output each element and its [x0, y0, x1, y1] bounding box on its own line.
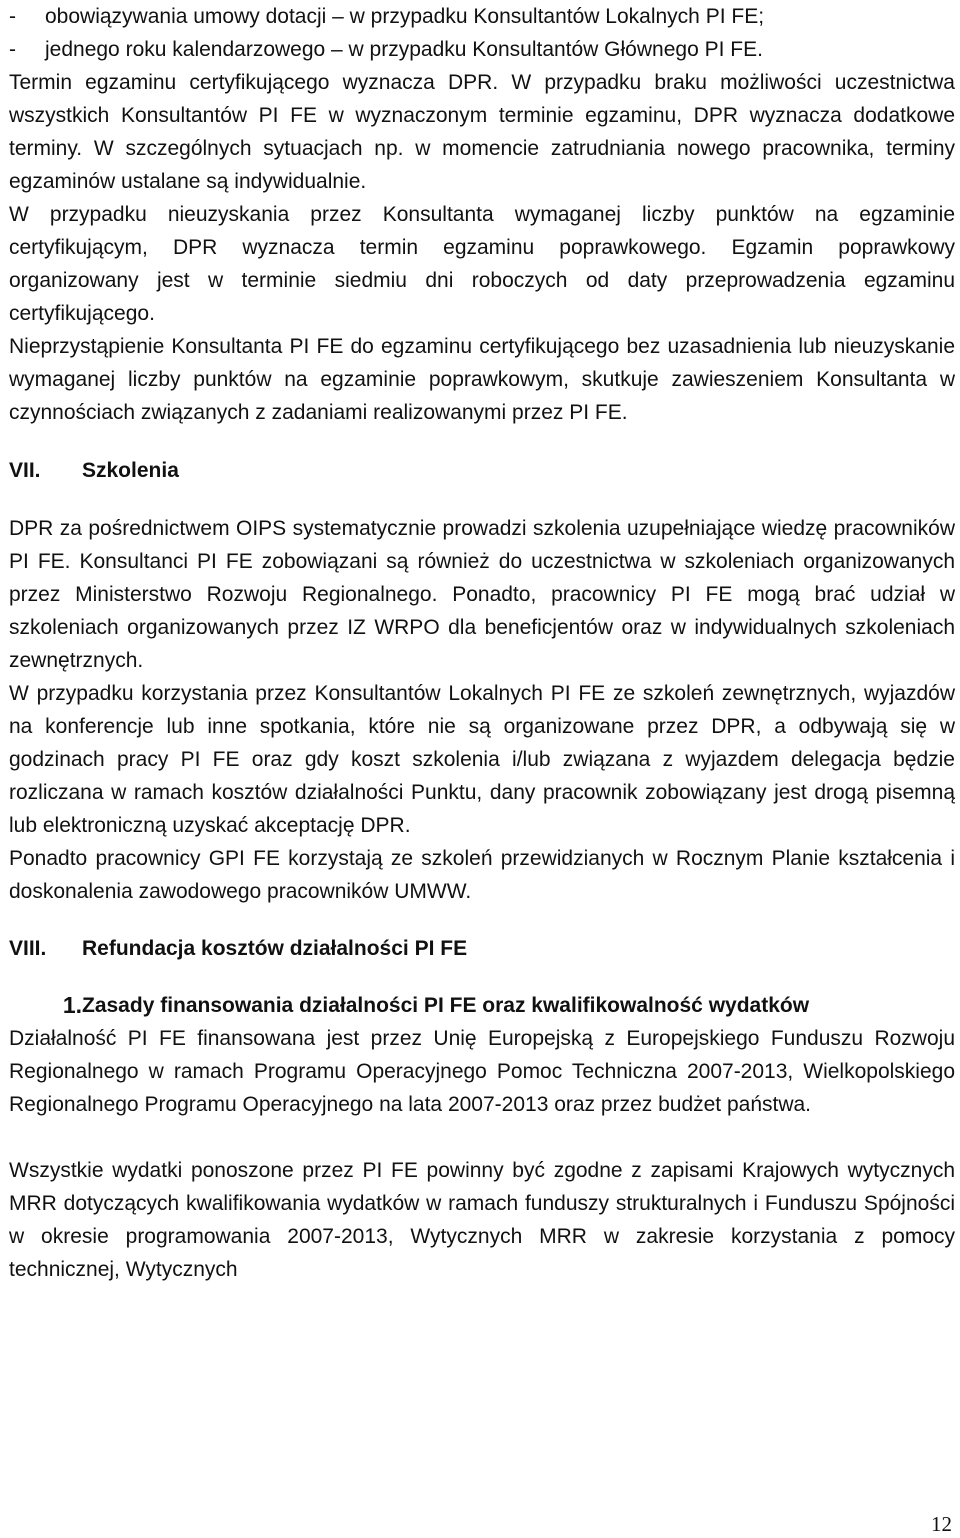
- list-item: [9, 0, 955, 33]
- paragraph-retake-exam: W przypadku nieuzyskania przez Konsultanta wymaganej liczby punktów na egzaminie certyfikującym, DPR wyznacza termin egzaminu poprawkowego. Egzamin poprawkowy organizowany jest w terminie siedmiu dni roboczych od daty przeprowadzenia egzaminu certyfikującego.: [9, 203, 955, 325]
- paragraph-gpi-trainings: Ponadto pracownicy GPI FE korzystają ze szkoleń przewidzianych w Rocznym Planie kształcenia i doskonalenia zawodowego pracowników UMWW.: [9, 847, 955, 903]
- list-item: [9, 33, 955, 66]
- paragraph-financing: Działalność PI FE finansowana jest przez Unię Europejską z Europejskiego Funduszu Rozwoju Regionalnego w ramach Programu Operacyjnego Pomoc Techniczna 2007-2013, Wielkopolskiego Regionalnego Programu Operacyjnego na lata 2007-2013 oraz przez budżet państwa.: [9, 1027, 955, 1116]
- section-number: VII.: [9, 459, 41, 482]
- paragraph-external-trainings: W przypadku korzystania przez Konsultantów Lokalnych PI FE ze szkoleń zewnętrznych, wyjazdów na konferencje lub inne spotkania, które nie są organizowane przez DPR, a odbywają się w godzinach pracy PI FE oraz gdy koszt szkolenia i/lub związana z wyjazdem delegacja będzie rozliczana w ramach kosztów działalności Punktu, dany pracownik zobowiązany jest drogą pisemną lub elektroniczną uzyskać akceptację DPR.: [9, 682, 955, 837]
- page-number: 12: [931, 1512, 952, 1536]
- paragraph-exam-dates: Termin egzaminu certyfikującego wyznacza DPR. W przypadku braku możliwości uczestnictwa wszystkich Konsultantów PI FE w wyznaczonym terminie egzaminu, DPR wyznacza dodatkowe terminy. W szczególnych sytuacjach np. w momencie zatrudniania nowego pracownika, terminy egzaminów ustalane są indywidualnie.: [9, 71, 955, 193]
- paragraph-eligible-expenses: Wszystkie wydatki ponoszone przez PI FE powinny być zgodne z zapisami Krajowych wytycznych MRR dotyczących kwalifikowania wydatków w ramach funduszy strukturalnych i Funduszu Spójności w okresie programowania 2007-2013, Wytycznych MRR w zakresie korzystania z pomocy technicznej, Wytycznych: [9, 1159, 955, 1281]
- list-dash: -: [9, 5, 16, 28]
- subsection-number: 1.: [62, 992, 82, 1018]
- subsection-heading: [9, 989, 955, 1022]
- document-page: [9, 0, 955, 1286]
- section-heading-vii: [9, 454, 955, 487]
- subsection-title: Zasady finansowania działalności PI FE oraz kwalifikowalność wydatków: [82, 994, 810, 1017]
- section-title: Szkolenia: [82, 459, 179, 482]
- list-item-text: obowiązywania umowy dotacji – w przypadku Konsultantów Lokalnych PI FE;: [45, 5, 765, 28]
- list-dash: -: [9, 38, 16, 61]
- section-heading-viii: [9, 932, 955, 965]
- paragraph-trainings: DPR za pośrednictwem OIPS systematycznie prowadzi szkolenia uzupełniające wiedzę pracowników PI FE. Konsultanci PI FE zobowiązani są również do uczestnictwa w szkoleniach organizowanych przez Ministerstwo Rozwoju Regionalnego. Ponadto, pracownicy PI FE mogą brać udział w szkoleniach organizowanych przez IZ WRPO dla beneficjentów oraz w indywidualnych szkoleniach zewnętrznych.: [9, 517, 955, 672]
- section-number: VIII.: [9, 937, 47, 960]
- section-title: Refundacja kosztów działalności PI FE: [82, 937, 468, 960]
- list-item-text: jednego roku kalendarzowego – w przypadku Konsultantów Głównego PI FE.: [45, 38, 763, 61]
- paragraph-suspension: Nieprzystąpienie Konsultanta PI FE do egzaminu certyfikującego bez uzasadnienia lub nieuzyskanie wymaganej liczby punktów na egzaminie poprawkowym, skutkuje zawieszeniem Konsultanta w czynnościach związanych z zadaniami realizowanymi przez PI FE.: [9, 335, 955, 424]
